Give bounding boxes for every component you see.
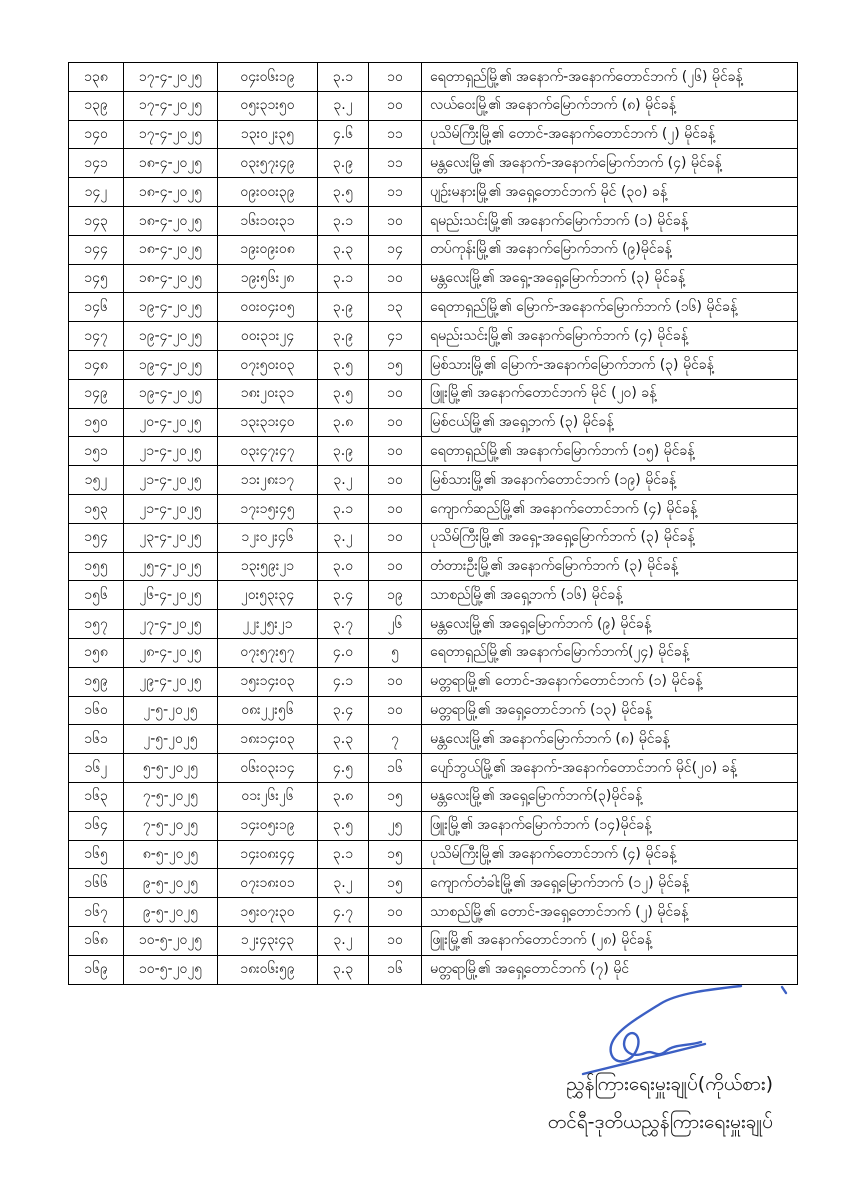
depth-cell: ၁၁ <box>369 120 422 149</box>
magnitude-cell: ၃.၁ <box>318 494 369 523</box>
serial-number-cell: ၁၅၃ <box>69 494 124 523</box>
depth-cell: ၁၀ <box>369 494 422 523</box>
table-row <box>69 293 798 322</box>
time-cell: ၁၈း၂၀း၃၁ <box>218 379 318 408</box>
location-cell: မန္တလေးမြို့၏ အရှေ့-အရှေ့မြောက်ဘက် (၃) မိုင်ခန့် <box>422 264 798 293</box>
date-cell: ၁၇-၄-၂၀၂၅ <box>124 91 218 120</box>
magnitude-cell: ၄.၀ <box>318 638 369 667</box>
magnitude-cell: ၃.၂ <box>318 869 369 898</box>
table-row <box>69 350 798 379</box>
magnitude-cell: ၃.၈ <box>318 408 369 437</box>
magnitude-cell: ၃.၂ <box>318 926 369 955</box>
depth-cell: ၁၀ <box>369 696 422 725</box>
magnitude-cell: ၃.၅ <box>318 350 369 379</box>
date-cell: ၂၁-၄-၂၀၂၅ <box>124 466 218 495</box>
depth-cell: ၁၃ <box>369 293 422 322</box>
table-row <box>69 552 798 581</box>
location-cell: မြစ်ငယ်မြို့၏ အရှေ့ဘက် (၃) မိုင်ခန့် <box>422 408 798 437</box>
date-cell: ၂-၅-၂၀၂၅ <box>124 696 218 725</box>
serial-number-cell: ၁၃၉ <box>69 91 124 120</box>
time-cell: ၁၅း၀၇း၃၀ <box>218 898 318 927</box>
location-cell: သာစည်မြို့၏ အရှေ့ဘက် (၁၆) မိုင်ခန့် <box>422 581 798 610</box>
signatory-name: တင်ရီ-ဒုတိယညွှန်ကြားရေးမှူးချုပ် <box>547 1111 773 1133</box>
serial-number-cell: ၁၄၇ <box>69 322 124 351</box>
serial-number-cell: ၁၆၉ <box>69 955 124 984</box>
serial-number-cell: ၁၆၀ <box>69 696 124 725</box>
date-cell: ၁၈-၄-၂၀၂၅ <box>124 264 218 293</box>
table-row <box>69 235 798 264</box>
table-row <box>69 898 798 927</box>
depth-cell: ၁၁ <box>369 149 422 178</box>
date-cell: ၁၈-၄-၂၀၂၅ <box>124 235 218 264</box>
time-cell: ၁၄း၀၅း၁၉ <box>218 811 318 840</box>
magnitude-cell: ၃.၂ <box>318 91 369 120</box>
depth-cell: ၂၅ <box>369 811 422 840</box>
magnitude-cell: ၃.၄ <box>318 696 369 725</box>
time-cell: ၀၉း၀၀း၃၉ <box>218 178 318 207</box>
signature-ink-image <box>555 980 795 1084</box>
serial-number-cell: ၁၆၄ <box>69 811 124 840</box>
date-cell: ၁၇-၄-၂၀၂၅ <box>124 63 218 92</box>
table-row <box>69 206 798 235</box>
location-cell: ဖြူးမြို့၏ အနောက်မြောက်ဘက် (၁၄)မိုင်ခန့် <box>422 811 798 840</box>
location-cell: ပုသိမ်ကြီးမြို့၏ အနောက်တောင်ဘက် (၄) မိုင်ခန့် <box>422 840 798 869</box>
time-cell: ၁၃း၅၉း၂၁ <box>218 552 318 581</box>
time-cell: ၁၄း၀၈း၄၄ <box>218 840 318 869</box>
location-cell: မတ္တရာမြို့၏ တောင်-အနောက်တောင်ဘက် (၁) မိုင်ခန့် <box>422 667 798 696</box>
time-cell: ၀၃း၄၇း၄၇ <box>218 437 318 466</box>
time-cell: ၁၉း၅၆း၂၈ <box>218 264 318 293</box>
serial-number-cell: ၁၆၈ <box>69 926 124 955</box>
serial-number-cell: ၁၄၃ <box>69 206 124 235</box>
table-row <box>69 379 798 408</box>
depth-cell: ၁၀ <box>369 91 422 120</box>
time-cell: ၀၇း၁၈း၀၁ <box>218 869 318 898</box>
depth-cell: ၂၆ <box>369 610 422 639</box>
depth-cell: ၁၄ <box>369 235 422 264</box>
serial-number-cell: ၁၃၈ <box>69 63 124 92</box>
table-row <box>69 523 798 552</box>
time-cell: ၁၂း၄၃း၄၃ <box>218 926 318 955</box>
time-cell: ၀၅း၃၁း၅၀ <box>218 91 318 120</box>
date-cell: ၁၈-၄-၂၀၂၅ <box>124 206 218 235</box>
depth-cell: ၁၀ <box>369 264 422 293</box>
time-cell: ၁၁း၂၈း၁၇ <box>218 466 318 495</box>
table-row <box>69 610 798 639</box>
date-cell: ၂၁-၄-၂၀၂၅ <box>124 437 218 466</box>
magnitude-cell: ၄.၁ <box>318 667 369 696</box>
depth-cell: ၁၀ <box>369 898 422 927</box>
location-cell: ရေတာရှည်မြို့၏ အနောက်မြောက်ဘက်(၂၄) မိုင်ခန့် <box>422 638 798 667</box>
time-cell: ၁၉း၀၉း၀၈ <box>218 235 318 264</box>
date-cell: ၂၆-၄-၂၀၂၅ <box>124 581 218 610</box>
table-row <box>69 494 798 523</box>
location-cell: ရေတာရှည်မြို့၏ အနောက်မြောက်ဘက် (၁၅) မိုင်ခန့် <box>422 437 798 466</box>
depth-cell: ၁၀ <box>369 206 422 235</box>
serial-number-cell: ၁၄၈ <box>69 350 124 379</box>
date-cell: ၂၇-၄-၂၀၂၅ <box>124 610 218 639</box>
table-row <box>69 840 798 869</box>
date-cell: ၁၉-၄-၂၀၂၅ <box>124 322 218 351</box>
location-cell: ပုသိမ်ကြီးမြို့၏ အရှေ့-အရှေ့မြောက်ဘက် (၃) မိုင်ခန့် <box>422 523 798 552</box>
table-row <box>69 638 798 667</box>
magnitude-cell: ၃.၉ <box>318 437 369 466</box>
magnitude-cell: ၄.၅ <box>318 754 369 783</box>
date-cell: ၁၈-၄-၂၀၂၅ <box>124 178 218 207</box>
serial-number-cell: ၁၅၄ <box>69 523 124 552</box>
depth-cell: ၁၀ <box>369 437 422 466</box>
magnitude-cell: ၃.၉ <box>318 293 369 322</box>
serial-number-cell: ၁၆၁ <box>69 725 124 754</box>
magnitude-cell: ၃.၂ <box>318 466 369 495</box>
date-cell: ၈-၅-၂၀၂၅ <box>124 840 218 869</box>
time-cell: ၀၁း၂၆း၂၆ <box>218 782 318 811</box>
serial-number-cell: ၁၆၅ <box>69 840 124 869</box>
table-row <box>69 408 798 437</box>
signature-underline <box>583 1044 705 1074</box>
date-cell: ၂၅-၄-၂၀၂၅ <box>124 552 218 581</box>
table-row <box>69 926 798 955</box>
depth-cell: ၁၀ <box>369 63 422 92</box>
serial-number-cell: ၁၄၅ <box>69 264 124 293</box>
magnitude-cell: ၃.၃ <box>318 235 369 264</box>
location-cell: ဖြူးမြို့၏ အနောက်တောင်ဘက် မိုင် (၂၀) ခန့် <box>422 379 798 408</box>
serial-number-cell: ၁၄၂ <box>69 178 124 207</box>
depth-cell: ၁၆ <box>369 955 422 984</box>
date-cell: ၂၀-၄-၂၀၂၅ <box>124 408 218 437</box>
serial-number-cell: ၁၆၂ <box>69 754 124 783</box>
location-cell: လယ်ဝေးမြို့၏ အနောက်မြောက်ဘက် (၈) မိုင်ခန့် <box>422 91 798 120</box>
table-row <box>69 811 798 840</box>
date-cell: ၂-၅-၂၀၂၅ <box>124 725 218 754</box>
date-cell: ၁၉-၄-၂၀၂၅ <box>124 379 218 408</box>
time-cell: ၂၂း၂၅း၂၁ <box>218 610 318 639</box>
serial-number-cell: ၁၄၀ <box>69 120 124 149</box>
location-cell: ပျဉ်းမနားမြို့၏ အရှေ့တောင်ဘက် မိုင် (၃၀) ခန့် <box>422 178 798 207</box>
time-cell: ၀၆း၀၃း၁၄ <box>218 754 318 783</box>
location-cell: ပျော်ဘွယ်မြို့၏ အနောက်-အနောက်တောင်ဘက် မိုင်(၂၀) ခန့် <box>422 754 798 783</box>
location-cell: မတ္တရာမြို့၏ အရှေ့တောင်ဘက် (၇) မိုင် <box>422 955 798 984</box>
table-row <box>69 725 798 754</box>
date-cell: ၂၃-၄-၂၀၂၅ <box>124 523 218 552</box>
depth-cell: ၇ <box>369 725 422 754</box>
time-cell: ၀၇း၅၀း၀၃ <box>218 350 318 379</box>
magnitude-cell: ၃.၃ <box>318 955 369 984</box>
location-cell: ဖြူးမြို့၏ အနောက်တောင်ဘက် (၂၈) မိုင်ခန့် <box>422 926 798 955</box>
magnitude-cell: ၃.၁ <box>318 63 369 92</box>
depth-cell: ၁၀ <box>369 667 422 696</box>
table-row <box>69 120 798 149</box>
date-cell: ၂၁-၄-၂၀၂၅ <box>124 494 218 523</box>
depth-cell: ၁၅ <box>369 350 422 379</box>
location-cell: မန္တလေးမြို့၏ အနောက်-အနောက်မြောက်ဘက် (၄) မိုင်ခန့် <box>422 149 798 178</box>
table-row <box>69 63 798 92</box>
serial-number-cell: ၁၄၉ <box>69 379 124 408</box>
table-row <box>69 322 798 351</box>
magnitude-cell: ၄.၆ <box>318 120 369 149</box>
earthquake-table <box>68 62 798 985</box>
serial-number-cell: ၁၅၀ <box>69 408 124 437</box>
magnitude-cell: ၃.၉ <box>318 322 369 351</box>
time-cell: ၁၂း၀၂း၄၆ <box>218 523 318 552</box>
location-cell: ရမည်းသင်းမြို့၏ အနောက်မြောက်ဘက် (၁) မိုင်ခန့် <box>422 206 798 235</box>
location-cell: ရေတာရှည်မြို့၏ မြောက်-အနောက်မြောက်ဘက် (၁၆) မိုင်ခန့် <box>422 293 798 322</box>
table-row <box>69 696 798 725</box>
magnitude-cell: ၃.၁ <box>318 840 369 869</box>
time-cell: ၀၀း၀၄း၀၅ <box>218 293 318 322</box>
depth-cell: ၁၆ <box>369 754 422 783</box>
magnitude-cell: ၃.၃ <box>318 725 369 754</box>
magnitude-cell: ၃.၈ <box>318 782 369 811</box>
signatory-title: ညွှန်ကြားရေးမှူးချုပ်(ကိုယ်စား) <box>566 1073 773 1095</box>
location-cell: ရေတာရှည်မြို့၏ အနောက်-အနောက်တောင်ဘက် (၂၆) မိုင်ခန့် <box>422 63 798 92</box>
depth-cell: ၁၀ <box>369 408 422 437</box>
magnitude-cell: ၃.၅ <box>318 379 369 408</box>
date-cell: ၇-၅-၂၀၂၅ <box>124 811 218 840</box>
serial-number-cell: ၁၆၃ <box>69 782 124 811</box>
time-cell: ၁၃း၀၂း၃၅ <box>218 120 318 149</box>
table-row <box>69 754 798 783</box>
table-row <box>69 466 798 495</box>
location-cell: မန္တလေးမြို့၏ အရှေ့မြောက်ဘက်(၃)မိုင်ခန့် <box>422 782 798 811</box>
magnitude-cell: ၃.၉ <box>318 149 369 178</box>
signature-tick <box>782 987 786 993</box>
time-cell: ၀၄း၀၆း၁၉ <box>218 63 318 92</box>
location-cell: ကျောက်တံခါးမြို့၏ အရှေ့မြောက်ဘက် (၁၂) မိုင်ခန့် <box>422 869 798 898</box>
time-cell: ၁၈း၀၆း၅၉ <box>218 955 318 984</box>
location-cell: တံတားဦးမြို့၏ အနောက်မြောက်ဘက် (၃) မိုင်ခန့် <box>422 552 798 581</box>
table-row <box>69 91 798 120</box>
serial-number-cell: ၁၄၆ <box>69 293 124 322</box>
depth-cell: ၅ <box>369 638 422 667</box>
date-cell: ၁၈-၄-၂၀၂၅ <box>124 149 218 178</box>
depth-cell: ၁၅ <box>369 869 422 898</box>
time-cell: ၁၆း၁၀း၃၁ <box>218 206 318 235</box>
date-cell: ၉-၅-၂၀၂၅ <box>124 869 218 898</box>
date-cell: ၂၉-၄-၂၀၂၅ <box>124 667 218 696</box>
magnitude-cell: ၃.၅ <box>318 811 369 840</box>
magnitude-cell: ၃.၁ <box>318 264 369 293</box>
magnitude-cell: ၃.၁ <box>318 206 369 235</box>
date-cell: ၅-၅-၂၀၂၅ <box>124 754 218 783</box>
location-cell: ရမည်းသင်းမြို့၏ အနောက်မြောက်ဘက် (၄) မိုင်ခန့် <box>422 322 798 351</box>
date-cell: ၁၀-၅-၂၀၂၅ <box>124 955 218 984</box>
table-row <box>69 581 798 610</box>
table-row <box>69 437 798 466</box>
magnitude-cell: ၃.၇ <box>318 610 369 639</box>
table-row <box>69 149 798 178</box>
date-cell: ၁၀-၅-၂၀၂၅ <box>124 926 218 955</box>
location-cell: ပုသိမ်ကြီးမြို့၏ တောင်-အနောက်တောင်ဘက် (၂) မိုင်ခန့် <box>422 120 798 149</box>
depth-cell: ၁၀ <box>369 523 422 552</box>
magnitude-cell: ၃.၄ <box>318 581 369 610</box>
table-row <box>69 264 798 293</box>
depth-cell: ၁၅ <box>369 782 422 811</box>
date-cell: ၇-၅-၂၀၂၅ <box>124 782 218 811</box>
serial-number-cell: ၁၅၂ <box>69 466 124 495</box>
table-row <box>69 178 798 207</box>
time-cell: ၀၃း၅၇း၄၉ <box>218 149 318 178</box>
magnitude-cell: ၃.၅ <box>318 178 369 207</box>
location-cell: မန္တလေးမြို့၏ အရှေ့မြောက်ဘက် (၉) မိုင်ခန့် <box>422 610 798 639</box>
time-cell: ၁၇း၁၅း၄၅ <box>218 494 318 523</box>
location-cell: သာစည်မြို့၏ တောင်-အရှေ့တောင်ဘက် (၂) မိုင်ခန့် <box>422 898 798 927</box>
time-cell: ၁၅း၁၄း၀၃ <box>218 667 318 696</box>
time-cell: ၂၀း၅၃း၃၄ <box>218 581 318 610</box>
time-cell: ၁၈း၁၄း၀၃ <box>218 725 318 754</box>
depth-cell: ၁၅ <box>369 840 422 869</box>
depth-cell: ၄၁ <box>369 322 422 351</box>
serial-number-cell: ၁၅၉ <box>69 667 124 696</box>
table-row <box>69 782 798 811</box>
serial-number-cell: ၁၅၇ <box>69 610 124 639</box>
date-cell: ၁၉-၄-၂၀၂၅ <box>124 350 218 379</box>
time-cell: ၀၇း၅၇း၅၇ <box>218 638 318 667</box>
date-cell: ၂၈-၄-၂၀၂၅ <box>124 638 218 667</box>
serial-number-cell: ၁၅၈ <box>69 638 124 667</box>
depth-cell: ၁၀ <box>369 926 422 955</box>
depth-cell: ၁၀ <box>369 379 422 408</box>
serial-number-cell: ၁၆၇ <box>69 898 124 927</box>
time-cell: ၀၀း၃၁း၂၄ <box>218 322 318 351</box>
date-cell: ၉-၅-၂၀၂၅ <box>124 898 218 927</box>
depth-cell: ၁၀ <box>369 552 422 581</box>
magnitude-cell: ၃.၂ <box>318 523 369 552</box>
serial-number-cell: ၁၄၄ <box>69 235 124 264</box>
depth-cell: ၁၁ <box>369 178 422 207</box>
serial-number-cell: ၁၅၅ <box>69 552 124 581</box>
earthquake-table-body <box>69 63 798 985</box>
serial-number-cell: ၁၅၁ <box>69 437 124 466</box>
serial-number-cell: ၁၆၆ <box>69 869 124 898</box>
magnitude-cell: ၃.၀ <box>318 552 369 581</box>
serial-number-cell: ၁၄၁ <box>69 149 124 178</box>
location-cell: မတ္တရာမြို့၏ အရှေ့တောင်ဘက် (၁၃) မိုင်ခန့် <box>422 696 798 725</box>
location-cell: မန္တလေးမြို့၏ အနောက်မြောက်ဘက် (၈) မိုင်ခန့် <box>422 725 798 754</box>
location-cell: ကျောက်ဆည်မြို့၏ အနောက်တောင်ဘက် (၄) မိုင်ခန့် <box>422 494 798 523</box>
depth-cell: ၁၀ <box>369 466 422 495</box>
time-cell: ၁၃း၃၁း၄၀ <box>218 408 318 437</box>
depth-cell: ၁၉ <box>369 581 422 610</box>
location-cell: မြစ်သားမြို့၏ အနောက်တောင်ဘက် (၁၉) မိုင်ခန့် <box>422 466 798 495</box>
magnitude-cell: ၄.၇ <box>318 898 369 927</box>
time-cell: ၀၈း၂၂း၅၆ <box>218 696 318 725</box>
location-cell: မြစ်သားမြို့၏ မြောက်-အနောက်မြောက်ဘက် (၃) မိုင်ခန့် <box>422 350 798 379</box>
serial-number-cell: ၁၅၆ <box>69 581 124 610</box>
date-cell: ၁၉-၄-၂၀၂၅ <box>124 293 218 322</box>
location-cell: တပ်ကုန်းမြို့၏ အနောက်မြောက်ဘက် (၉)မိုင်ခန့် <box>422 235 798 264</box>
table-row <box>69 667 798 696</box>
date-cell: ၁၇-၄-၂၀၂၅ <box>124 120 218 149</box>
table-row <box>69 869 798 898</box>
